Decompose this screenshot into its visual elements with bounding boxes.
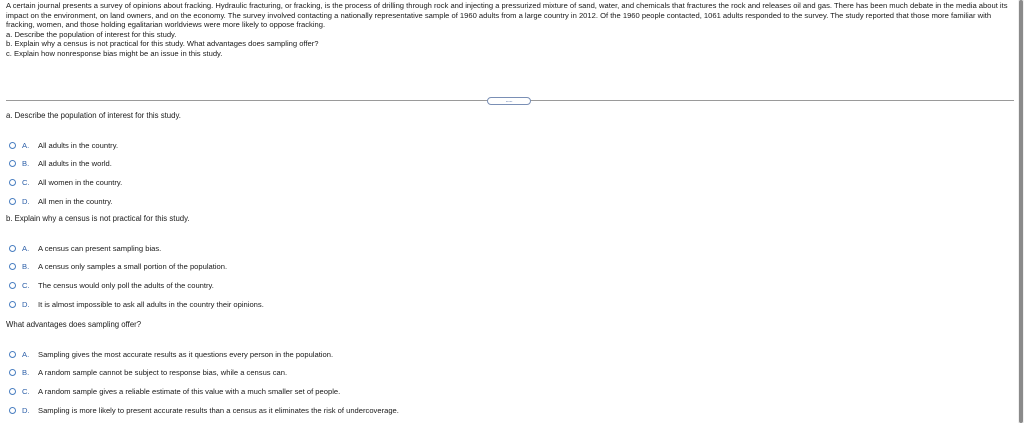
option-letter: D. [22, 196, 30, 206]
option-text: All adults in the country. [38, 140, 119, 150]
option-letter: B. [22, 262, 30, 272]
option-letter: D. [22, 405, 30, 415]
scrollbar-track[interactable] [1018, 0, 1024, 423]
question-sampling [6, 320, 399, 419]
question-b-option-c[interactable] [6, 276, 264, 295]
question-b-option-b[interactable] [6, 258, 264, 277]
question-sampling-option-b[interactable] [6, 364, 399, 383]
option-text: It is almost impossible to ask all adults in the country their opinions. [38, 299, 264, 309]
radio-button-icon[interactable] [9, 160, 16, 167]
question-a-option-b[interactable] [6, 155, 181, 174]
problem-paragraph: A certain journal presents a survey of opinions about fracking. Hydraulic fracturing, or fracking, is the process of drilling through rock and injecting a pressurized mixture of sand, water, and chemicals that fractures the rock and releases oil and gas. There has been much debate in the media about its impact on the environment, on land owners, and on the economy. The survey involved contacting a nationally representative sample of 1960 adults from a large country in 2012. Of the 1960 people contacted, 1061 adults responded to the survey. The study reported that those more familiar with fracking, women, and those holding egalitarian worldviews were more likely to oppose fracking. [6, 1, 1008, 30]
option-text: A random sample gives a reliable estimate of this value with a much smaller set of people. [38, 386, 341, 396]
scrollbar-thumb[interactable] [1019, 0, 1023, 423]
question-b [6, 214, 264, 313]
question-a-prompt: a. Describe the population of interest for this study. [6, 111, 181, 120]
question-a [6, 111, 181, 210]
radio-button-icon[interactable] [9, 282, 16, 289]
radio-button-icon[interactable] [9, 263, 16, 270]
option-letter: A. [22, 243, 30, 253]
option-text: All women in the country. [38, 177, 123, 187]
option-letter: C. [22, 386, 30, 396]
question-sampling-option-c[interactable] [6, 382, 399, 401]
question-sampling-prompt: What advantages does sampling offer? [6, 320, 142, 329]
option-text: The census would only poll the adults of the country. [38, 280, 214, 290]
option-text: Sampling gives the most accurate results as it questions every person in the population. [38, 349, 334, 359]
problem-part-a: a. Describe the population of interest for this study. [6, 29, 177, 39]
problem-part-b: b. Explain why a census is not practical for this study. What advantages does sampling offer? [6, 39, 319, 49]
question-b-prompt: b. Explain why a census is not practical for this study. [6, 214, 190, 223]
option-letter: B. [22, 368, 30, 378]
option-text: All adults in the world. [38, 159, 112, 169]
radio-button-icon[interactable] [9, 245, 16, 252]
radio-button-icon[interactable] [9, 407, 16, 414]
option-letter: B. [22, 159, 30, 169]
question-b-option-a[interactable] [6, 239, 264, 258]
option-letter: A. [22, 349, 30, 359]
option-text: A census can present sampling bias. [38, 243, 162, 253]
question-a-option-d[interactable] [6, 192, 181, 211]
radio-button-icon[interactable] [9, 369, 16, 376]
option-letter: C. [22, 280, 30, 290]
radio-button-icon[interactable] [9, 301, 16, 308]
radio-button-icon[interactable] [9, 198, 16, 205]
option-text: A census only samples a small portion of the population. [38, 262, 228, 272]
radio-button-icon[interactable] [9, 179, 16, 186]
option-letter: C. [22, 177, 30, 187]
question-b-option-d[interactable] [6, 295, 264, 314]
problem-part-c: c. Explain how nonresponse bias might be an issue in this study. [6, 48, 223, 58]
radio-button-icon[interactable] [9, 388, 16, 395]
question-sampling-option-d[interactable] [6, 401, 399, 420]
option-text: Sampling is more likely to present accurate results than a census as it eliminates the risk of undercoverage. [38, 405, 399, 415]
radio-button-icon[interactable] [9, 142, 16, 149]
option-text: All men in the country. [38, 196, 113, 206]
option-letter: D. [22, 299, 30, 309]
problem-statement [6, 1, 1008, 59]
radio-button-icon[interactable] [9, 351, 16, 358]
question-sampling-option-a[interactable] [6, 345, 399, 364]
option-letter: A. [22, 140, 30, 150]
question-a-option-a[interactable] [6, 136, 181, 155]
divider-drag-handle[interactable]: ..... [487, 97, 531, 105]
question-a-option-c[interactable] [6, 173, 181, 192]
option-text: A random sample cannot be subject to response bias, while a census can. [38, 368, 288, 378]
